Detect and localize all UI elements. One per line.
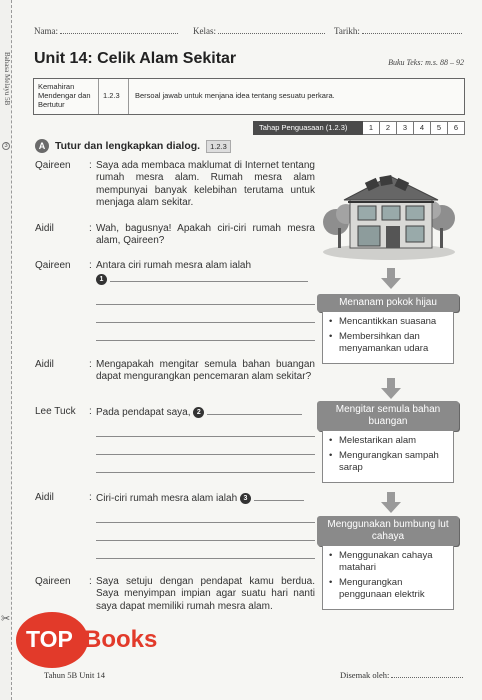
dialog-text: Antara ciri rumah mesra alam ialah (96, 260, 252, 271)
answer-line[interactable] (96, 293, 315, 305)
tahap-penguasaan (253, 121, 465, 135)
disemak-line[interactable] (391, 670, 463, 678)
answer-line[interactable] (96, 443, 315, 455)
nama-line[interactable] (60, 26, 178, 34)
organizer-heading: Menggunakan bumbung lut cahaya (317, 516, 459, 546)
speaker: Aidil (35, 359, 54, 370)
answer-line[interactable] (96, 511, 315, 523)
dialog-text: Wah, bagusnya! Apakah ciri-ciri rumah mesra alam, Qaireen? (96, 223, 315, 247)
kelas-label: Kelas: (193, 26, 216, 36)
tahap-level-1[interactable]: 1 (363, 121, 380, 135)
scissor-icon: ✂ (1, 613, 11, 625)
tarikh-field (334, 26, 462, 36)
section-title: Tutur dan lengkapkan dialog. (55, 140, 201, 152)
speaker: Aidil (35, 492, 54, 503)
topbooks-logo (16, 606, 188, 670)
kemahiran-label: Kemahiran Mendengar dan Bertutur (34, 79, 99, 114)
dialog-line-5: Lee Tuck : Pada pendapat saya, 2 (35, 406, 315, 473)
arrow-down-icon (380, 268, 402, 290)
logo-top-text: TOP (26, 626, 73, 652)
organizer-heading: Mengitar semula bahan buangan (317, 401, 459, 431)
speaker: Qaireen (35, 260, 71, 271)
tarikh-label: Tarikh: (334, 26, 360, 36)
tahap-level-2[interactable]: 2 (380, 121, 397, 135)
kemahiran-code: 1.2.3 (99, 79, 129, 114)
speaker: Aidil (35, 223, 54, 234)
footer-page-info: Tahun 5B Unit 14 (44, 670, 106, 680)
kemahiran-box (33, 78, 465, 115)
dialog-line-2: Aidil : Wah, bagusnya! Apakah ciri-ciri rumah mesra alam, Qaireen? (35, 223, 315, 247)
arrow-down-icon (380, 378, 402, 400)
arrow-down-icon (380, 492, 402, 514)
nama-label: Nama: (34, 26, 58, 36)
dialog-text: Pada pendapat saya, (96, 407, 191, 418)
dialog-text: Ciri-ciri rumah mesra alam ialah (96, 493, 238, 504)
organizer-box-1 (317, 294, 459, 364)
disemak-label: Disemak oleh: (340, 670, 390, 680)
dialog-text: Saya setuju dengan pendapat kamu berdua. Saya menyimpan impian agar suatu hari nanti saya dapat memiliki rumah mesra alam. (96, 576, 315, 612)
dialog-line-7: Qaireen : Saya setuju dengan pendapat kamu berdua. Saya menyimpan impian agar suatu hari nanti saya dapat memiliki rumah mesra alam. (35, 576, 315, 612)
spine-page-number: 3 (2, 142, 10, 150)
tahap-level-3[interactable]: 3 (397, 121, 414, 135)
speaker: Qaireen (35, 160, 71, 171)
answer-number: 2 (193, 407, 204, 418)
buku-teks-ref: Buku Teks: m.s. 88 – 92 (388, 58, 464, 67)
organizer-item: • Membersihkan dan menyamankan udara (329, 331, 429, 354)
tahap-label: Tahap Penguasaan (1.2.3) (253, 121, 363, 135)
answer-line[interactable] (96, 329, 315, 341)
answer-line[interactable] (96, 529, 315, 541)
answer-line[interactable] (96, 311, 315, 323)
answer-line[interactable] (254, 492, 304, 501)
answer-line[interactable] (207, 406, 302, 415)
page-spine (0, 0, 12, 700)
logo-books-text: Books (84, 626, 158, 653)
organizer-item: • Mencantikkan suasana (329, 316, 437, 327)
organizer-heading: Menanam pokok hijau (317, 294, 459, 312)
organizer-item: • Menggunakan cahaya matahari (329, 550, 433, 573)
organizer-box-2 (317, 401, 459, 483)
dialog-line-3: Qaireen : Antara ciri rumah mesra alam ialah 1 (35, 260, 315, 341)
spine-title: Bahasa Melayu 5B (3, 52, 11, 106)
organizer-item: • Mengurangkan penggunaan elektrik (329, 577, 425, 600)
nama-field (34, 26, 178, 36)
section-letter: A (35, 139, 49, 153)
kelas-field (193, 26, 325, 36)
answer-line[interactable] (96, 461, 315, 473)
answer-line[interactable] (110, 273, 308, 282)
eco-house-illustration (322, 160, 457, 260)
tahap-level-4[interactable]: 4 (414, 121, 431, 135)
answer-line[interactable] (96, 425, 315, 437)
dialog-text: Saya ada membaca maklumat di Internet tentang rumah mesra alam. Rumah mesra alam mempunyai banyak kelebihan terutama untuk menjaga alam sekitar. (96, 160, 315, 209)
organizer-item: • Melestarikan alam (329, 435, 417, 446)
speaker: Qaireen (35, 576, 71, 587)
answer-number: 3 (240, 493, 251, 504)
kemahiran-desc: Bersoal jawab untuk menjana idea tentang sesuatu perkara. (135, 91, 335, 100)
section-a-heading (35, 139, 231, 153)
dialog-text: Mengapakah mengitar semula bahan buangan dapat mengurangkan pencemaran alam sekitar? (96, 359, 315, 383)
dialog-line-4: Aidil : Mengapakah mengitar semula bahan buangan dapat mengurangkan pencemaran alam sekitar? (35, 359, 315, 383)
tahap-level-5[interactable]: 5 (431, 121, 448, 135)
dialog-line-1: Qaireen : Saya ada membaca maklumat di Internet tentang rumah mesra alam. Rumah mesra alam mempunyai banyak kelebihan terutama untuk menjaga alam sekitar. (35, 160, 315, 209)
tahap-level-6[interactable]: 6 (448, 121, 465, 135)
answer-line[interactable] (96, 547, 315, 559)
organizer-box-3 (317, 516, 459, 610)
section-code: 1.2.3 (206, 140, 231, 153)
dialog-line-6: Aidil : Ciri-ciri rumah mesra alam ialah 3 (35, 492, 315, 559)
tarikh-line[interactable] (362, 26, 462, 34)
kelas-line[interactable] (218, 26, 325, 34)
organizer-item: • Mengurangkan sampah sarap (329, 450, 439, 473)
unit-title: Unit 14: Celik Alam Sekitar (34, 50, 237, 67)
disemak-field (340, 670, 463, 680)
answer-number: 1 (96, 274, 107, 285)
speaker: Lee Tuck (35, 406, 76, 417)
